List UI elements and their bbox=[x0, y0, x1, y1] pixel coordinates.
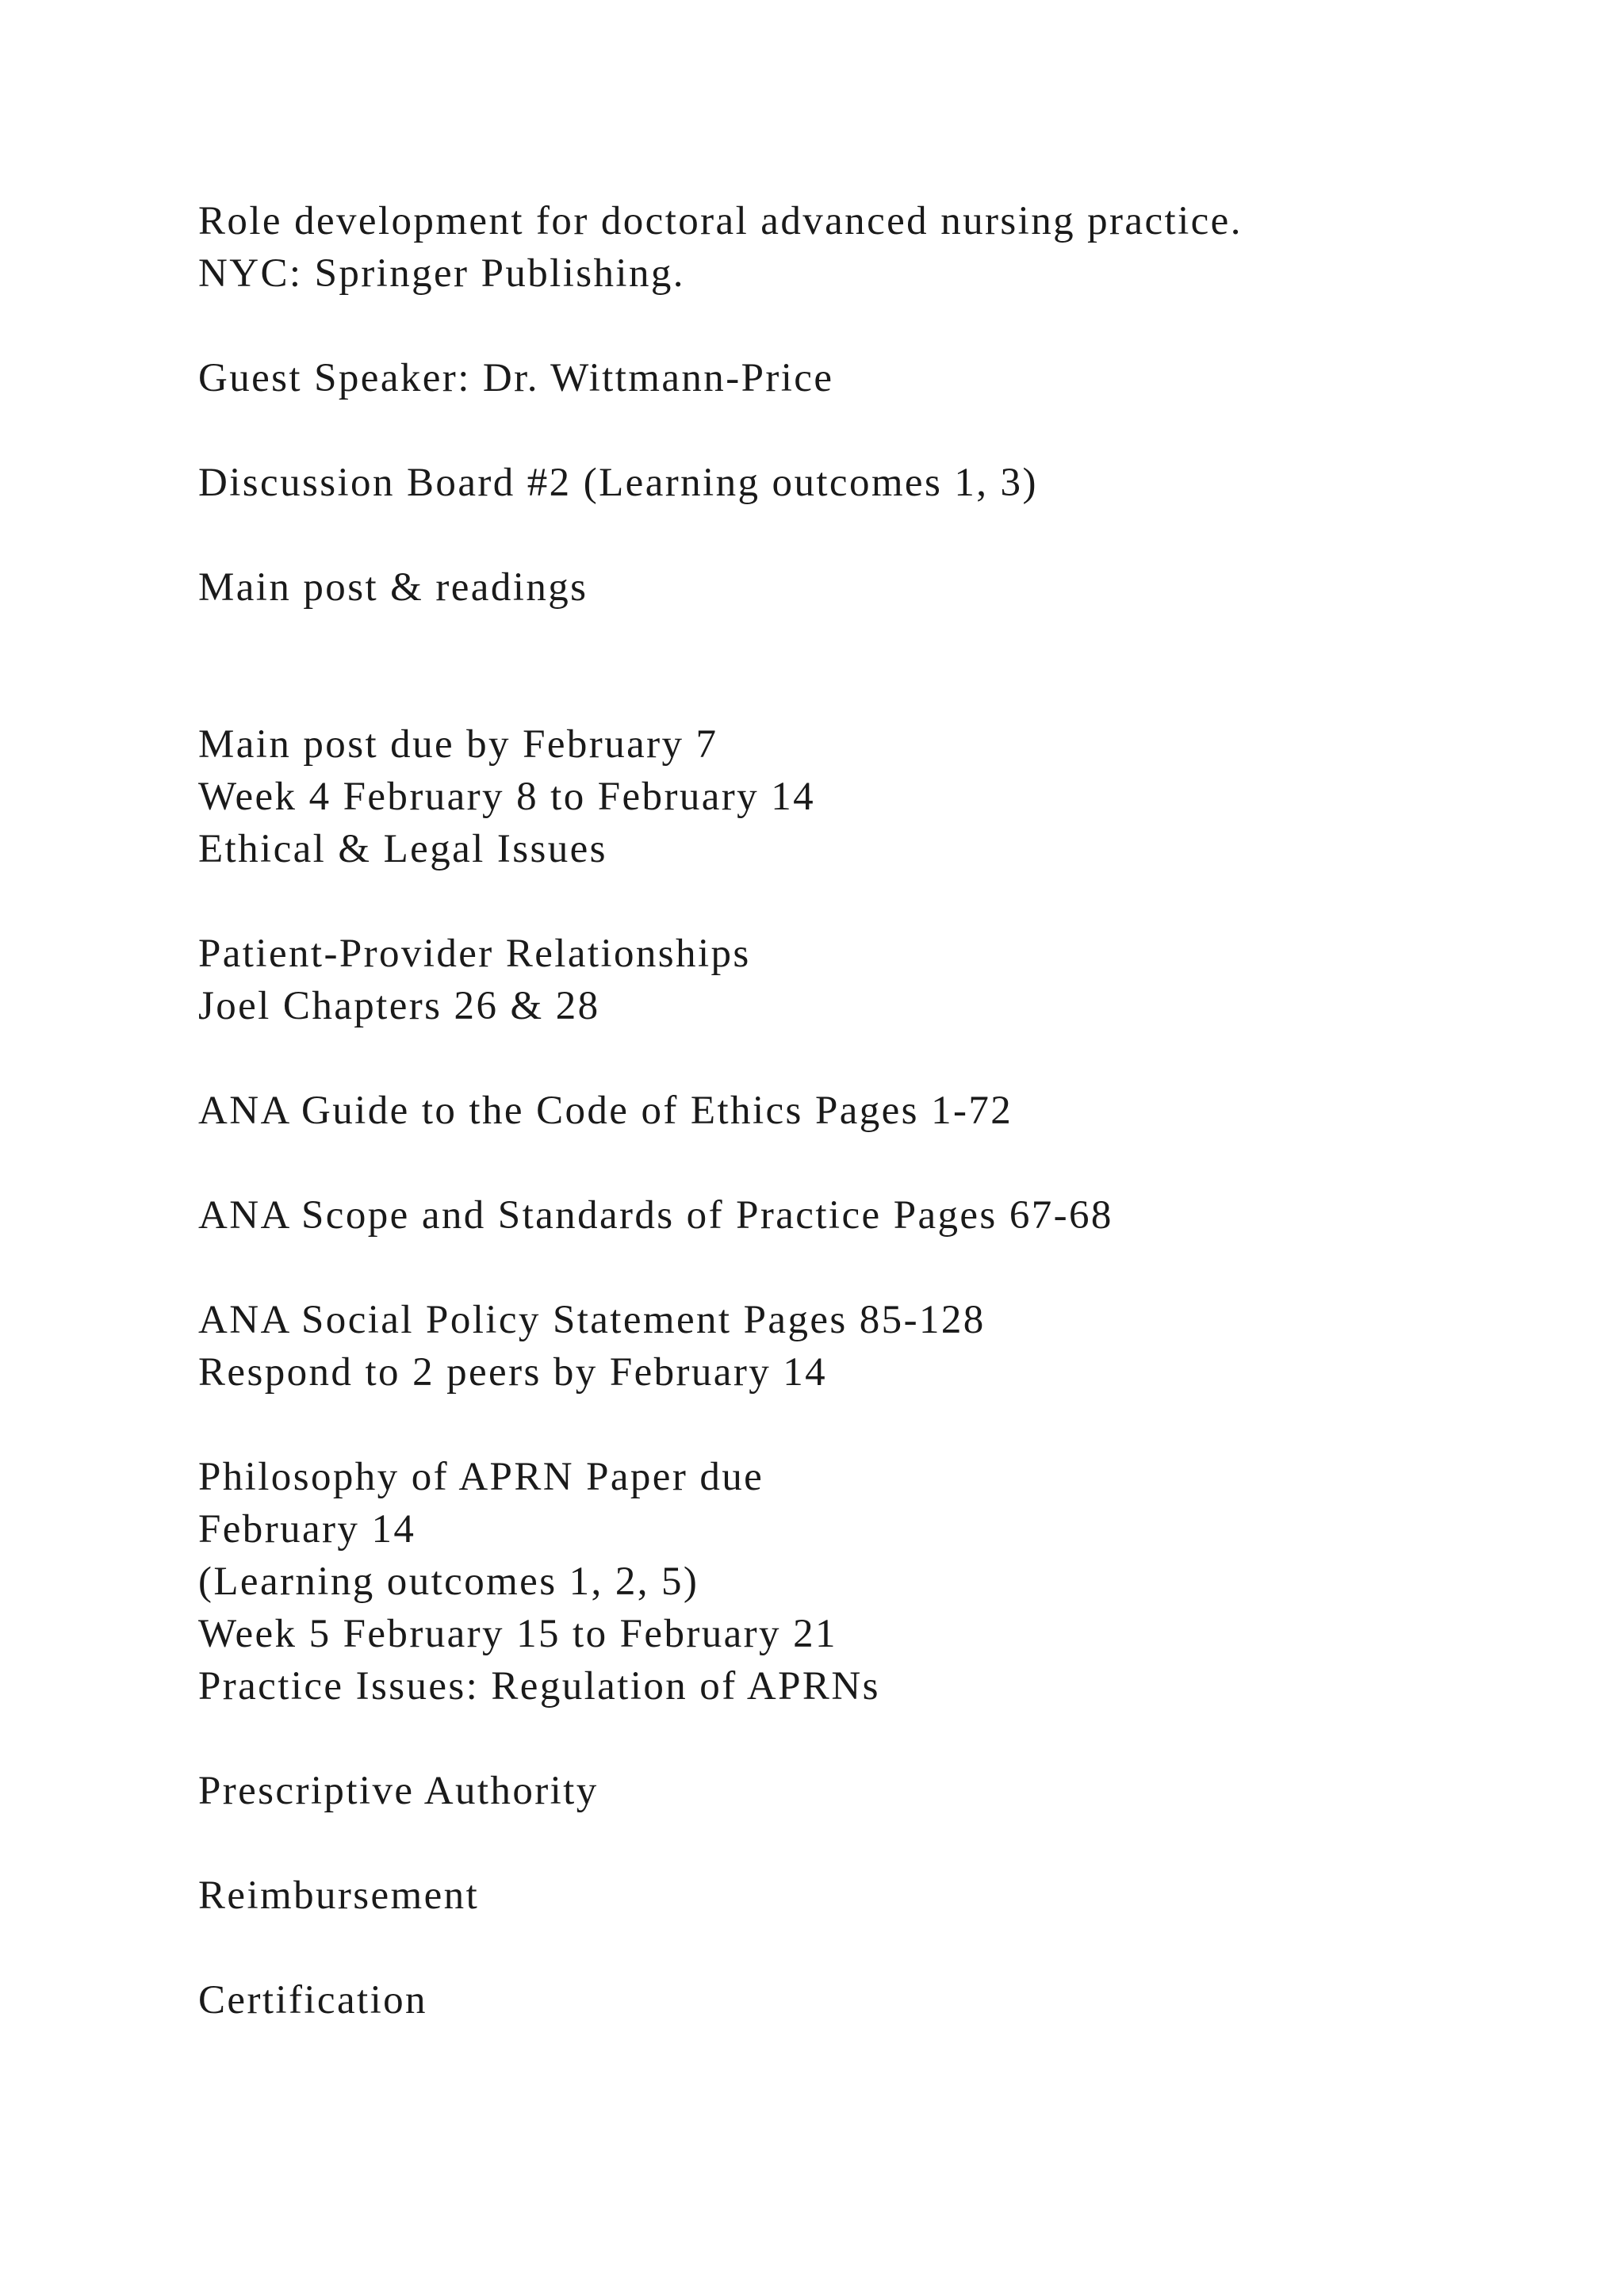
text-line: ANA Guide to the Code of Ethics Pages 1-72 bbox=[198, 1089, 1013, 1133]
text-line: Joel Chapters 26 & 28 bbox=[198, 984, 600, 1028]
document-body bbox=[198, 195, 1546, 2026]
text-line: Role development for doctoral advanced nursing practice. bbox=[198, 199, 1243, 243]
text-line: Prescriptive Authority bbox=[198, 1769, 599, 1813]
text-line: Week 4 February 8 to February 14 bbox=[198, 775, 815, 819]
text-line: Reimbursement bbox=[198, 1873, 480, 1918]
blank-line bbox=[198, 614, 1546, 666]
text-line: Ethical & Legal Issues bbox=[198, 827, 607, 871]
blank-line bbox=[198, 875, 1546, 928]
text-line: Guest Speaker: Dr. Wittmann-Price bbox=[198, 356, 834, 400]
blank-line bbox=[198, 1137, 1546, 1189]
text-line: Main post & readings bbox=[198, 565, 588, 610]
text-line: Week 5 February 15 to February 21 bbox=[198, 1612, 837, 1656]
text-line: Philosophy of APRN Paper due bbox=[198, 1455, 764, 1499]
blank-line bbox=[198, 666, 1546, 718]
blank-line bbox=[198, 300, 1546, 352]
blank-line bbox=[198, 1242, 1546, 1294]
text-line: NYC: Springer Publishing. bbox=[198, 251, 685, 296]
text-line: Patient-Provider Relationships bbox=[198, 932, 751, 976]
text-line: Certification bbox=[198, 1978, 427, 2022]
text-line: Practice Issues: Regulation of APRNs bbox=[198, 1664, 880, 1709]
text-line: ANA Scope and Standards of Practice Pages 67-68 bbox=[198, 1193, 1113, 1238]
blank-line bbox=[198, 1817, 1546, 1869]
blank-line bbox=[198, 1399, 1546, 1451]
text-line: Discussion Board #2 (Learning outcomes 1, 3) bbox=[198, 461, 1038, 505]
blank-line bbox=[198, 1922, 1546, 1974]
text-line: February 14 bbox=[198, 1507, 416, 1552]
blank-line bbox=[198, 509, 1546, 561]
text-line: Respond to 2 peers by February 14 bbox=[198, 1350, 828, 1395]
text-line: ANA Social Policy Statement Pages 85-128 bbox=[198, 1298, 986, 1342]
blank-line bbox=[198, 1712, 1546, 1765]
text-line: Main post due by February 7 bbox=[198, 722, 718, 767]
blank-line bbox=[198, 404, 1546, 457]
blank-line bbox=[198, 1032, 1546, 1085]
text-line: (Learning outcomes 1, 2, 5) bbox=[198, 1559, 699, 1604]
